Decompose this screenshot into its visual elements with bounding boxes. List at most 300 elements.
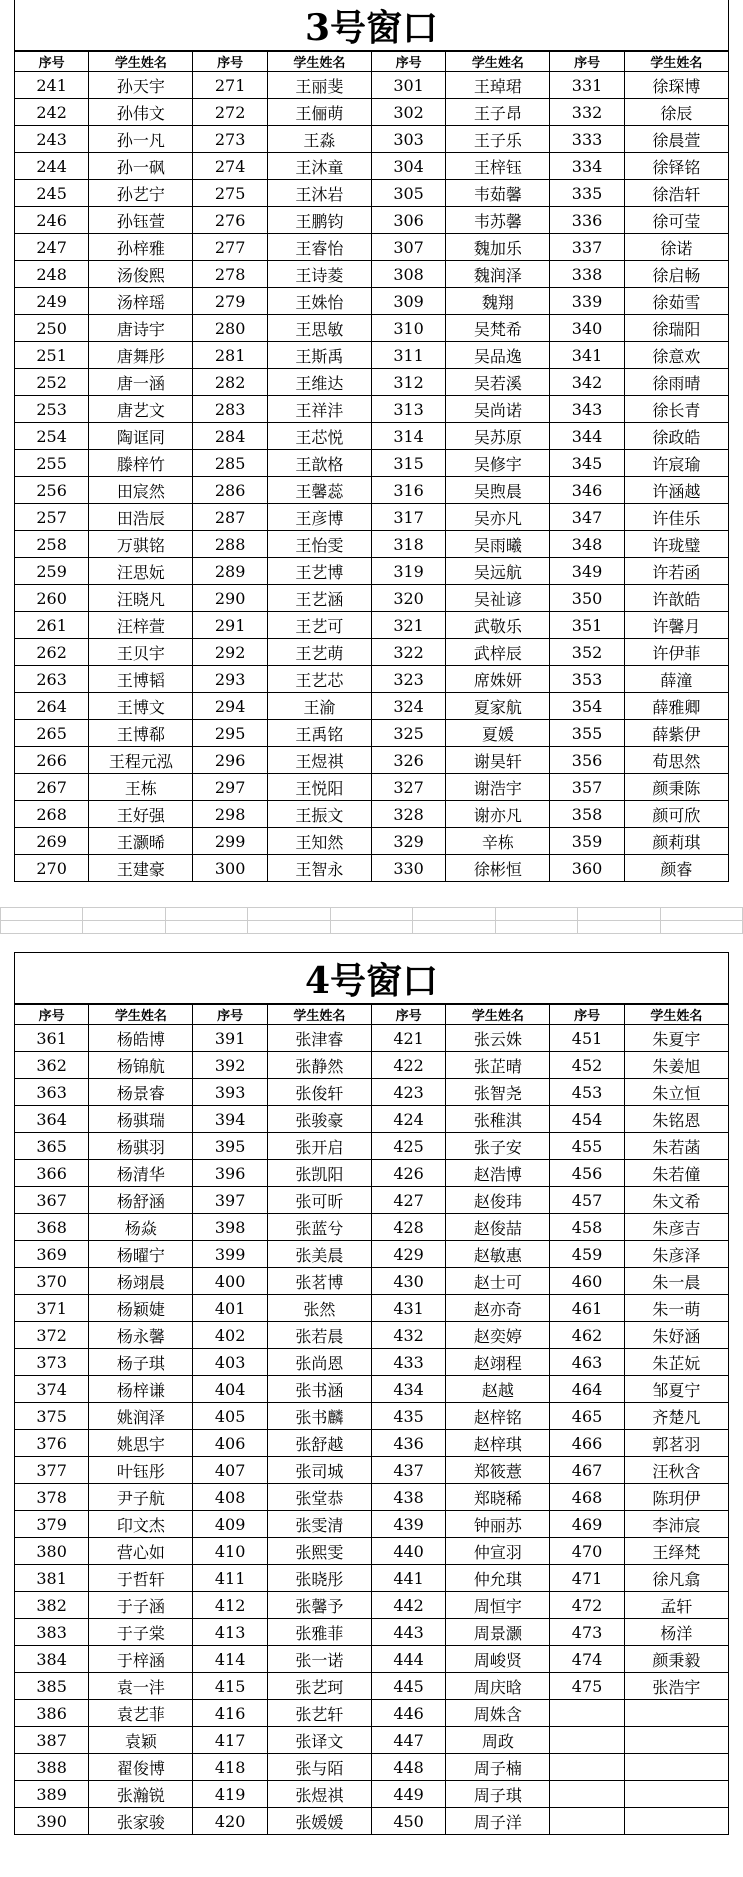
table-row (15, 1187, 729, 1214)
student-number: 442 (371, 1592, 445, 1619)
student-name: 杨梓谦 (89, 1376, 193, 1403)
student-number: 361 (15, 1025, 89, 1052)
student-number: 376 (15, 1430, 89, 1457)
student-name: 徐可莹 (624, 207, 728, 234)
student-number: 439 (371, 1511, 445, 1538)
student-name: 张茗博 (267, 1268, 371, 1295)
student-number: 462 (550, 1322, 624, 1349)
table-row (15, 639, 729, 666)
table-row (15, 1295, 729, 1322)
table-row (15, 1727, 729, 1754)
student-number: 334 (550, 153, 624, 180)
student-name: 张晓彤 (267, 1565, 371, 1592)
student-number: 276 (193, 207, 267, 234)
student-number: 321 (371, 612, 445, 639)
student-name: 陶诓同 (89, 423, 193, 450)
student-name: 张静然 (267, 1052, 371, 1079)
student-name: 张舒越 (267, 1430, 371, 1457)
student-number: 342 (550, 369, 624, 396)
student-number: 300 (193, 855, 267, 882)
student-number: 402 (193, 1322, 267, 1349)
student-name: 张津睿 (267, 1025, 371, 1052)
table-row (15, 1754, 729, 1781)
student-number: 374 (15, 1376, 89, 1403)
student-name (624, 1700, 728, 1727)
student-number: 373 (15, 1349, 89, 1376)
table-row (15, 72, 729, 99)
student-name: 张书麟 (267, 1403, 371, 1430)
student-number: 445 (371, 1673, 445, 1700)
table-row (15, 1241, 729, 1268)
student-number: 275 (193, 180, 267, 207)
table-row (15, 234, 729, 261)
student-number: 451 (550, 1025, 624, 1052)
student-name: 张骏豪 (267, 1106, 371, 1133)
student-name (624, 1754, 728, 1781)
student-name: 张堂恭 (267, 1484, 371, 1511)
student-number: 382 (15, 1592, 89, 1619)
student-name: 许若函 (624, 558, 728, 585)
student-name: 许佳乐 (624, 504, 728, 531)
student-number: 458 (550, 1214, 624, 1241)
header-no: 序号 (550, 52, 624, 72)
student-name: 颜莉琪 (624, 828, 728, 855)
student-name: 赵士可 (446, 1268, 550, 1295)
student-name: 邹夏宁 (624, 1376, 728, 1403)
student-number: 452 (550, 1052, 624, 1079)
student-number: 259 (15, 558, 89, 585)
student-name: 王怡雯 (267, 531, 371, 558)
student-name: 孟轩 (624, 1592, 728, 1619)
student-name: 徐铎铭 (624, 153, 728, 180)
student-name: 朱文希 (624, 1187, 728, 1214)
student-number: 380 (15, 1538, 89, 1565)
student-name: 陈玥伊 (624, 1484, 728, 1511)
student-number: 291 (193, 612, 267, 639)
student-number: 250 (15, 315, 89, 342)
table-row (15, 1430, 729, 1457)
header-no: 序号 (550, 1005, 624, 1025)
student-number: 443 (371, 1619, 445, 1646)
student-name: 魏加乐 (446, 234, 550, 261)
student-number: 327 (371, 774, 445, 801)
student-name: 赵敏惠 (446, 1241, 550, 1268)
student-number: 387 (15, 1727, 89, 1754)
student-name: 张浩宇 (624, 1673, 728, 1700)
student-name: 张馨予 (267, 1592, 371, 1619)
student-name: 杨骐羽 (89, 1133, 193, 1160)
student-name: 徐瑞阳 (624, 315, 728, 342)
student-number: 312 (371, 369, 445, 396)
section-window-3 (14, 0, 729, 882)
table-row (15, 1673, 729, 1700)
student-name: 徐长青 (624, 396, 728, 423)
student-name: 张一诺 (267, 1646, 371, 1673)
student-number: 422 (371, 1052, 445, 1079)
student-number: 245 (15, 180, 89, 207)
student-number: 309 (371, 288, 445, 315)
student-number: 290 (193, 585, 267, 612)
student-number: 254 (15, 423, 89, 450)
student-name: 王子乐 (446, 126, 550, 153)
student-name: 张然 (267, 1295, 371, 1322)
table-row (15, 1538, 729, 1565)
student-number: 285 (193, 450, 267, 477)
student-name: 许歆皓 (624, 585, 728, 612)
header-name: 学生姓名 (446, 1005, 550, 1025)
table-row (15, 666, 729, 693)
student-number: 286 (193, 477, 267, 504)
student-name: 孙一凡 (89, 126, 193, 153)
student-number: 298 (193, 801, 267, 828)
student-number: 265 (15, 720, 89, 747)
student-name: 孙伟文 (89, 99, 193, 126)
student-name: 钟丽苏 (446, 1511, 550, 1538)
student-name: 张艺轩 (267, 1700, 371, 1727)
student-number: 455 (550, 1133, 624, 1160)
header-name: 学生姓名 (624, 52, 728, 72)
student-name: 魏翔 (446, 288, 550, 315)
student-name: 吴雨曦 (446, 531, 550, 558)
table-row (15, 1052, 729, 1079)
student-number: 454 (550, 1106, 624, 1133)
student-name: 张智尧 (446, 1079, 550, 1106)
student-number: 293 (193, 666, 267, 693)
student-name: 张子安 (446, 1133, 550, 1160)
student-number: 270 (15, 855, 89, 882)
student-name: 杨骐瑞 (89, 1106, 193, 1133)
student-number: 465 (550, 1403, 624, 1430)
student-name: 汪思妧 (89, 558, 193, 585)
student-number: 433 (371, 1349, 445, 1376)
spacer-rows (0, 907, 743, 952)
student-number: 435 (371, 1403, 445, 1430)
student-number: 436 (371, 1430, 445, 1457)
student-number (550, 1808, 624, 1835)
student-name: 吴远航 (446, 558, 550, 585)
student-number: 339 (550, 288, 624, 315)
student-number: 453 (550, 1079, 624, 1106)
student-number: 381 (15, 1565, 89, 1592)
header-name: 学生姓名 (267, 52, 371, 72)
student-name: 王丽斐 (267, 72, 371, 99)
table-row (15, 180, 729, 207)
student-number: 391 (193, 1025, 267, 1052)
student-name: 吴若溪 (446, 369, 550, 396)
student-number: 340 (550, 315, 624, 342)
student-number: 467 (550, 1457, 624, 1484)
student-number: 472 (550, 1592, 624, 1619)
student-name: 张艺珂 (267, 1673, 371, 1700)
student-name: 朱若菡 (624, 1133, 728, 1160)
student-number: 396 (193, 1160, 267, 1187)
student-number: 446 (371, 1700, 445, 1727)
student-number: 304 (371, 153, 445, 180)
table-row (15, 261, 729, 288)
student-name: 周政 (446, 1727, 550, 1754)
student-name: 张芷晴 (446, 1052, 550, 1079)
student-number: 326 (371, 747, 445, 774)
student-number: 425 (371, 1133, 445, 1160)
student-number (550, 1781, 624, 1808)
table-header-row (15, 1005, 729, 1025)
student-number: 426 (371, 1160, 445, 1187)
student-number: 278 (193, 261, 267, 288)
student-number: 246 (15, 207, 89, 234)
table-row (15, 1322, 729, 1349)
student-name: 张司城 (267, 1457, 371, 1484)
student-number: 434 (371, 1376, 445, 1403)
student-number: 403 (193, 1349, 267, 1376)
student-name: 徐晨萱 (624, 126, 728, 153)
student-name: 汪梓萱 (89, 612, 193, 639)
table-row (15, 315, 729, 342)
student-name: 杨洋 (624, 1619, 728, 1646)
student-name (624, 1808, 728, 1835)
student-name: 徐诺 (624, 234, 728, 261)
student-name: 万骐铭 (89, 531, 193, 558)
student-number: 395 (193, 1133, 267, 1160)
student-name: 朱夏宇 (624, 1025, 728, 1052)
student-number: 249 (15, 288, 89, 315)
student-name: 孙梓雅 (89, 234, 193, 261)
student-name: 赵越 (446, 1376, 550, 1403)
student-name: 周子琪 (446, 1781, 550, 1808)
student-number: 353 (550, 666, 624, 693)
table-row (15, 99, 729, 126)
student-number: 264 (15, 693, 89, 720)
student-number: 432 (371, 1322, 445, 1349)
student-number: 268 (15, 801, 89, 828)
student-name: 韦茹馨 (446, 180, 550, 207)
student-name: 孙一砜 (89, 153, 193, 180)
student-number: 343 (550, 396, 624, 423)
student-name: 王栋 (89, 774, 193, 801)
student-number: 449 (371, 1781, 445, 1808)
student-number: 408 (193, 1484, 267, 1511)
student-number: 316 (371, 477, 445, 504)
student-number: 261 (15, 612, 89, 639)
table-row (15, 369, 729, 396)
student-number: 412 (193, 1592, 267, 1619)
student-name: 袁艺菲 (89, 1700, 193, 1727)
student-name: 张美晨 (267, 1241, 371, 1268)
student-name: 谢昊轩 (446, 747, 550, 774)
student-name: 仲允琪 (446, 1565, 550, 1592)
student-name: 杨景睿 (89, 1079, 193, 1106)
student-number: 420 (193, 1808, 267, 1835)
student-name: 唐诗宇 (89, 315, 193, 342)
student-name: 杨锦航 (89, 1052, 193, 1079)
student-number: 288 (193, 531, 267, 558)
student-number: 279 (193, 288, 267, 315)
student-number: 448 (371, 1754, 445, 1781)
student-name: 杨永馨 (89, 1322, 193, 1349)
table-row (15, 288, 729, 315)
student-number: 407 (193, 1457, 267, 1484)
student-number: 282 (193, 369, 267, 396)
student-number: 344 (550, 423, 624, 450)
student-name: 朱一晨 (624, 1268, 728, 1295)
header-name: 学生姓名 (89, 52, 193, 72)
student-name: 袁颖 (89, 1727, 193, 1754)
student-name: 王艺芯 (267, 666, 371, 693)
student-name: 仲宣羽 (446, 1538, 550, 1565)
student-number: 331 (550, 72, 624, 99)
student-number: 274 (193, 153, 267, 180)
student-number: 441 (371, 1565, 445, 1592)
student-number: 305 (371, 180, 445, 207)
student-name: 王博郗 (89, 720, 193, 747)
student-number: 372 (15, 1322, 89, 1349)
student-name: 张瀚锐 (89, 1781, 193, 1808)
student-table (14, 1004, 729, 1835)
student-name: 赵翊程 (446, 1349, 550, 1376)
student-number: 347 (550, 504, 624, 531)
header-no: 序号 (371, 52, 445, 72)
student-name: 周姝含 (446, 1700, 550, 1727)
student-name: 张与陌 (267, 1754, 371, 1781)
student-number: 358 (550, 801, 624, 828)
student-name: 薛紫伊 (624, 720, 728, 747)
header-name: 学生姓名 (446, 52, 550, 72)
student-name: 许宸瑜 (624, 450, 728, 477)
student-name: 周庆晗 (446, 1673, 550, 1700)
student-number: 346 (550, 477, 624, 504)
student-name: 朱一萌 (624, 1295, 728, 1322)
student-name: 徐彬恒 (446, 855, 550, 882)
student-number: 255 (15, 450, 89, 477)
student-name: 张熙雯 (267, 1538, 371, 1565)
student-number: 470 (550, 1538, 624, 1565)
student-number: 330 (371, 855, 445, 882)
student-name: 王睿怡 (267, 234, 371, 261)
student-name: 于子涵 (89, 1592, 193, 1619)
student-name: 赵浩博 (446, 1160, 550, 1187)
student-number: 363 (15, 1079, 89, 1106)
student-number: 241 (15, 72, 89, 99)
header-name: 学生姓名 (267, 1005, 371, 1025)
student-name: 叶钰彤 (89, 1457, 193, 1484)
student-number: 294 (193, 693, 267, 720)
student-number: 411 (193, 1565, 267, 1592)
table-row (15, 1457, 729, 1484)
student-number: 355 (550, 720, 624, 747)
student-name: 吴苏原 (446, 423, 550, 450)
student-name: 汪晓凡 (89, 585, 193, 612)
student-name: 王艺博 (267, 558, 371, 585)
student-name: 颜睿 (624, 855, 728, 882)
student-name: 杨子琪 (89, 1349, 193, 1376)
student-name: 滕梓竹 (89, 450, 193, 477)
student-number: 296 (193, 747, 267, 774)
student-number: 440 (371, 1538, 445, 1565)
student-name: 王馨蕊 (267, 477, 371, 504)
student-number: 351 (550, 612, 624, 639)
student-name: 赵梓铭 (446, 1403, 550, 1430)
student-number: 461 (550, 1295, 624, 1322)
header-name: 学生姓名 (89, 1005, 193, 1025)
student-number: 313 (371, 396, 445, 423)
student-name: 朱姜旭 (624, 1052, 728, 1079)
student-name: 孙天宇 (89, 72, 193, 99)
student-name: 王贝宇 (89, 639, 193, 666)
student-number: 388 (15, 1754, 89, 1781)
student-number: 401 (193, 1295, 267, 1322)
header-name: 学生姓名 (624, 1005, 728, 1025)
header-no: 序号 (15, 1005, 89, 1025)
student-number: 414 (193, 1646, 267, 1673)
table-row (15, 126, 729, 153)
student-number: 460 (550, 1268, 624, 1295)
student-name: 朱铭恩 (624, 1106, 728, 1133)
student-number: 287 (193, 504, 267, 531)
student-number: 418 (193, 1754, 267, 1781)
student-name: 赵奕婷 (446, 1322, 550, 1349)
student-number: 258 (15, 531, 89, 558)
table-row (15, 585, 729, 612)
table-row (15, 1133, 729, 1160)
student-name: 吴修宇 (446, 450, 550, 477)
student-name: 杨翊晨 (89, 1268, 193, 1295)
student-number: 386 (15, 1700, 89, 1727)
student-name: 夏家航 (446, 693, 550, 720)
student-name: 王博韬 (89, 666, 193, 693)
student-number: 457 (550, 1187, 624, 1214)
student-number: 318 (371, 531, 445, 558)
student-number: 257 (15, 504, 89, 531)
student-name: 吴亦凡 (446, 504, 550, 531)
table-row (15, 855, 729, 882)
student-number: 306 (371, 207, 445, 234)
student-name: 王艺可 (267, 612, 371, 639)
student-number: 360 (550, 855, 624, 882)
student-name: 姚思宇 (89, 1430, 193, 1457)
table-row (15, 774, 729, 801)
student-name: 薛雅卿 (624, 693, 728, 720)
student-name: 席姝妍 (446, 666, 550, 693)
student-number: 409 (193, 1511, 267, 1538)
student-number: 399 (193, 1241, 267, 1268)
student-number: 242 (15, 99, 89, 126)
student-number: 251 (15, 342, 89, 369)
student-number: 332 (550, 99, 624, 126)
student-number: 464 (550, 1376, 624, 1403)
table-row (15, 477, 729, 504)
student-number: 385 (15, 1673, 89, 1700)
student-number: 390 (15, 1808, 89, 1835)
student-name: 王智永 (267, 855, 371, 882)
student-number: 317 (371, 504, 445, 531)
student-number: 424 (371, 1106, 445, 1133)
table-row (15, 1700, 729, 1727)
student-name: 王诗菱 (267, 261, 371, 288)
student-name: 张开启 (267, 1133, 371, 1160)
student-name: 张俊轩 (267, 1079, 371, 1106)
student-number: 266 (15, 747, 89, 774)
table-row (15, 747, 729, 774)
student-name: 张雅菲 (267, 1619, 371, 1646)
student-name: 王灏晞 (89, 828, 193, 855)
student-name: 王程元泓 (89, 747, 193, 774)
student-name: 杨颖婕 (89, 1295, 193, 1322)
student-name: 颜秉陈 (624, 774, 728, 801)
student-number: 263 (15, 666, 89, 693)
student-name: 徐意欢 (624, 342, 728, 369)
student-number: 350 (550, 585, 624, 612)
student-number: 405 (193, 1403, 267, 1430)
table-row (15, 342, 729, 369)
